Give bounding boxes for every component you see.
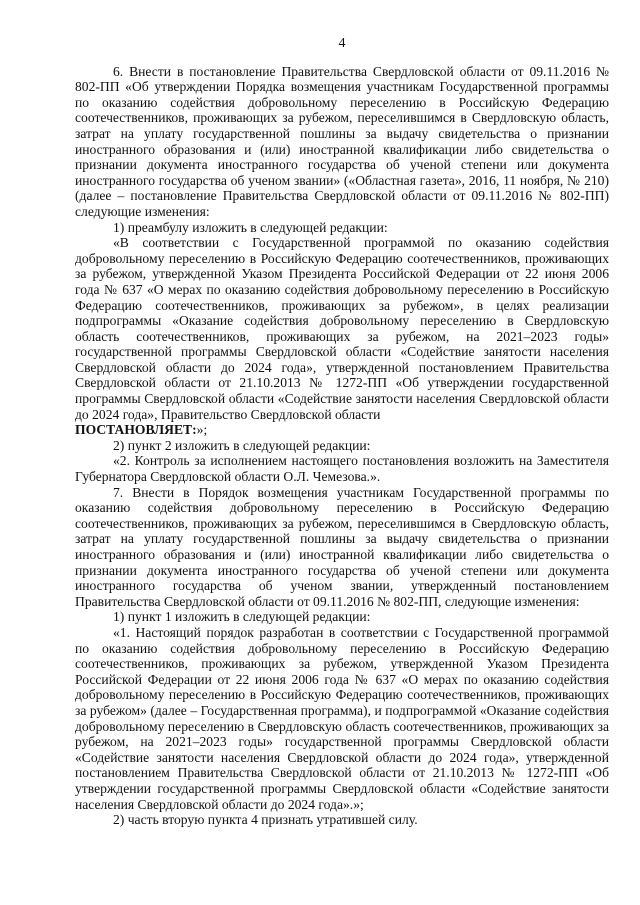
paragraph-point-4-repeal: 2) часть вторую пункта 4 признать утратившей силу. <box>113 812 418 828</box>
resolution-word: ПОСТАНОВЛЯЕТ: <box>75 422 197 438</box>
resolution-line <box>75 422 609 438</box>
document-page <box>75 36 609 828</box>
paragraph-point-2-instruction: 2) пункт 2 изложить в следующей редакции: <box>113 437 371 453</box>
paragraph-item-6: 6. Внести в постановление Правительства Свердловской области от 09.11.2016 № 802-ПП «Об утверждении Порядка возмещения участникам Государственной программы по оказанию содействия добровольному переселению в Российскую Федерацию соотечественников, проживающих за рубежом, переселившимся в Свердловскую область, затрат на уплату государственной пошлины за выдачу свидетельства о признании иностранного образования и (или) иностранной квалификации либо свидетельства о признании документа иностранного государства об ученой степени или документа иностранного государства об ученом звании» («Областная газета», 2016, 11 ноября, № 210) (далее – постановление Правительства Свердловской области от 09.11.2016 № 802-ПП) следующие изменения: <box>75 63 609 219</box>
paragraph-preamble-instruction: 1) преамбулу изложить в следующей редакции: <box>113 219 388 235</box>
paragraph-point-2-text: «2. Контроль за исполнением настоящего постановления возложить на Заместителя Губернатора Свердловской области О.Л. Чемезова.». <box>75 453 609 485</box>
paragraph-preamble-text: «В соответствии с Государственной программой по оказанию содействия добровольному переселению в Российскую Федерацию соотечественников, проживающих за рубежом, утвержденной Указом Президента Российской Федерации от 22 июня 2006 года № 637 «О мерах по оказанию содействия добровольному переселению в Российскую Федерацию соотечественников, проживающих за рубежом», в целях реализации подпрограммы «Оказание содействия добровольному переселению в Свердловскую область соотечественников, проживающих за рубежом, на 2021–2023 годы» государственной программы Свердловской области «Содействие занятости населения Свердловской области до 2024 года», утвержденной постановлением Правительства Свердловской области от 21.10.2013 № 1272-ПП «Об утверждении государственной программы Свердловской области «Содействие занятости населения Свердловской области до 2024 года», Правительство Свердловской области <box>75 235 609 422</box>
paragraph-point-1-instruction: 1) пункт 1 изложить в следующей редакции: <box>113 609 371 625</box>
paragraph-item-7: 7. Внести в Порядок возмещения участникам Государственной программы по оказанию содействия добровольному переселению в Российскую Федерацию соотечественников, проживающих за рубежом, переселившимся в Свердловскую область, затрат на уплату государственной пошлины за выдачу свидетельства о признании иностранного образования и (или) иностранной квалификации либо свидетельства о признании документа иностранного государства об ученой степени или документа иностранного государства об ученом звании, утвержденный постановлением Правительства Свердловской области от 09.11.2016 № 802-ПП, следующие изменения: <box>75 484 609 609</box>
resolution-suffix: »; <box>196 422 208 438</box>
paragraph-point-1-text: «1. Настоящий порядок разработан в соответствии с Государственной программой по оказанию содействия добровольному переселению в Российскую Федерацию соотечественников, проживающих за рубежом, утвержденной Указом Президента Российской Федерации от 22 июня 2006 года № 637 «О мерах по оказанию содействия добровольному переселению в Российскую Федерацию соотечественников, проживающих за рубежом» (далее – Государственная программа), и подпрограммой «Оказание содействия добровольному переселению в Свердловскую область соотечественников, проживающих за рубежом, на 2021–2023 годы» государственной программы Свердловской области «Содействие занятости населения Свердловской области до 2024 года», утвержденной постановлением Правительства Свердловской области от 21.10.2013 № 1272-ПП «Об утверждении государственной программы Свердловской области «Содействие занятости населения Свердловской области до 2024 года».»; <box>75 624 609 812</box>
page-number: 4 <box>338 36 346 51</box>
